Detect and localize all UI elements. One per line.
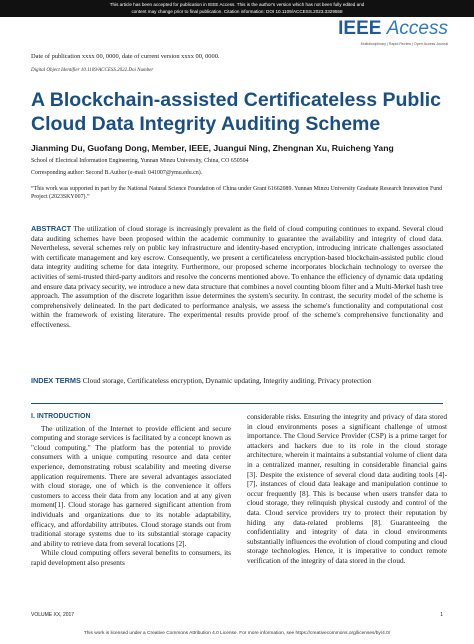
paper-title: A Blockchain-assisted Certificateless Public Cloud Data Integrity Auditing Scheme (31, 89, 442, 135)
intro-paragraph-3: considerable risks. Ensuring the integrity and privacy of data stored in cloud environments poses a significant challenge of utmost importance. The Cloud Service Provider (CSP) is a prime target for attackers and hackers due to its role in the cloud storage architecture, wherein it maintains a substantial volume of client data in a centralized manner, resulting in considerable financial gains [3]. Despite the existence of several cloud data auditing tools [4]-[7], instances of cloud data leakage and manipulation continue to occur frequently [8]. This is because when users transfer data to cloud storage, they relinquish physical custody and control of the data. Cloud service providers try to protect their reputation by hiding any data-related problems [8]. Guaranteeing the confidentiality and integrity of data in cloud environments substantially influences the evolution of cloud computing and cloud storage technologies. Hence, it is imperative to conduct remote verification of the integrity of data stored in the cloud. (247, 412, 447, 565)
publication-date: Date of publication xxxx 00, 0000, date of current version xxxx 00, 0000. (31, 53, 220, 60)
license-line: This work is licensed under a Creative Commons Attribution 4.0 License. For more information, see https://creativecommons.org/licenses/by/4.0/ (83, 631, 391, 636)
corresponding-author: Corresponding author: Second B.Author (e-mail: 041007@ymu.edu.cn). (31, 170, 203, 176)
index-terms-label: INDEX TERMS (31, 376, 81, 385)
section-divider (31, 403, 443, 404)
intro-paragraph-1: The utilization of the Internet to provide efficient and secure computing and storage services is facilitated by a concept known as "cloud computing." The platform has the potential to provide consumers with a unique computing resource and data center experience, demonstrating robust scalability and meeting diverse application requirements. There are several advantages associated with cloud storage, one of which is the convenience it offers customers to access their data from any location and at any given moment[1]. Cloud storage has garnered significant attention from individuals and organizations due to its notable adaptability, efficacy, and affordability attributes. Cloud storage stands out from traditional storage systems due to its substantial storage capacity and ability to retrieve data from several locations [2]. (31, 423, 231, 548)
logo-tagline: Multidisciplinary | Rapid Review | Open Access Journal (360, 42, 448, 46)
left-column (31, 412, 231, 568)
banner-line-2: content may change prior to final publication. Citation information: DOI 10.1109/ACCESS.2023.3329558 (131, 9, 343, 14)
doi-line: Digital Object Identifier 10.1109/ACCESS.2022.Doi Number (31, 68, 154, 73)
logo-word-accent: Access (386, 18, 448, 39)
logo-wordmark (338, 18, 448, 40)
abstract-text: The utilization of cloud storage is increasingly prevalent as the field of cloud computing continues to expand. Several cloud data auditing schemes have been proposed within the academic community to guarantee the availability and integrity of cloud data. Nevertheless, several schemes rely on public key infrastructure and identity-based encryption, introducing intricate challenges associated with certificate management and key escrow. Consequently, we present a certificateless encryption-based blockchain-assisted public cloud data integrity auditing scheme for data integrity. Furthermore, our proposed scheme incorporates blockchain technology to oversee the activities of semi-trusted third-party auditors and resolve the concerns mentioned above. To enhance the efficiency of dynamic data updating and ensure data privacy security, we introduce a new data structure that combines a novel counting bloom filter and a Multi-Merkel hash tree approach. The assumption of the discrete logarithm issue determines the system's security. In contrast, the security model of the scheme is comprehensively delineated. In the part dedicated to performance analysis, we assess the scheme's functionality and computational cost within the framework of existing literature. The experimental results provide proof of the scheme's comprehensive functionality and effectiveness. (31, 224, 444, 329)
intro-paragraph-2: While cloud computing offers several benefits to consumers, its rapid development also presents (31, 548, 231, 567)
author-list: Jianming Du, Guofang Dong, Member, IEEE, Juangui Ning, Zhengnan Xu, Ruicheng Yang (31, 143, 394, 153)
funding-note: “This work was supported in part by the National Natural Science Foundation of China under Grant 61662089. Yunnan Minzu University Graduate Research Innovation Fund Project (2023SKY007).” (31, 186, 443, 200)
page-number: 1 (440, 612, 443, 618)
banner-line-1: This article has been accepted for publication in IEEE Access. This is the author's version which has not been fully edited and (109, 1, 365, 7)
top-banner (0, 0, 474, 17)
abstract (31, 224, 443, 330)
abstract-label: ABSTRACT (31, 224, 72, 233)
volume-label: VOLUME XX, 2017 (31, 612, 75, 618)
page-footer (31, 612, 443, 618)
logo-word-main: IEEE (338, 18, 382, 39)
index-terms (31, 376, 443, 386)
intro-heading: I. INTRODUCTION (31, 413, 91, 420)
affiliation: School of Electrical Information Engineering, Yunnan Minzu University, China, CO 650504 (31, 158, 249, 164)
index-terms-text: Cloud storage, Certificateless encryption, Dynamic updating, Integrity auditing, Privacy protection (82, 376, 372, 385)
right-column (247, 412, 447, 566)
ieee-access-logo (338, 18, 448, 46)
